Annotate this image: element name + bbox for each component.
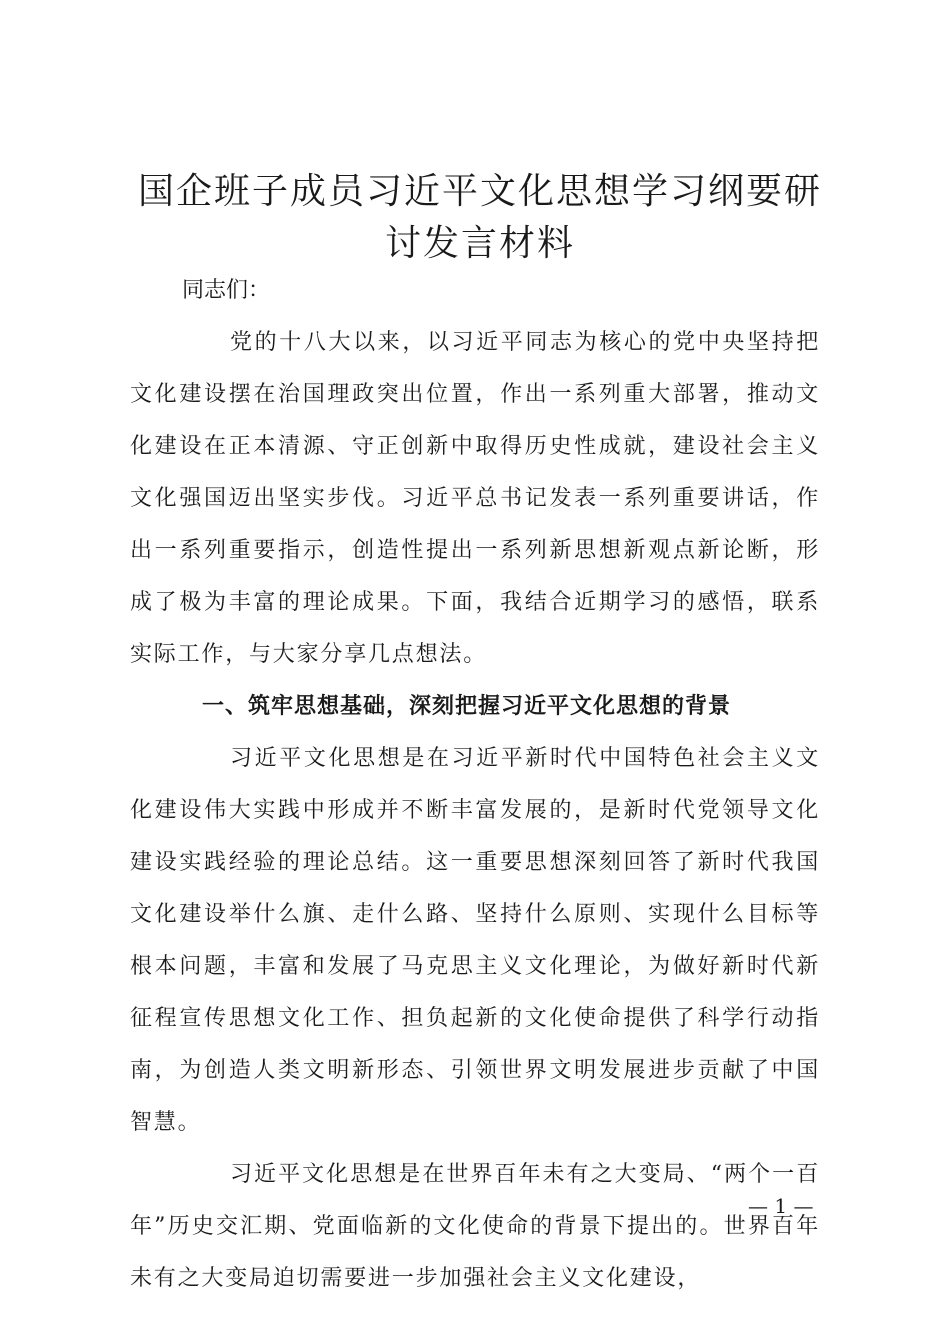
body-paragraph: 习近平文化思想是在世界百年未有之大变局、“两个一百年”历史交汇期、党面临新的文化使命的背景下提出的。世界百年未有之大变局迫切需要进一步加强社会主义文化建设， bbox=[130, 1162, 820, 1291]
section-heading: 一、筑牢思想基础，深刻把握习近平文化思想的背景 bbox=[202, 694, 732, 719]
document-body bbox=[130, 265, 820, 1305]
salutation: 同志们： bbox=[182, 278, 271, 303]
body-paragraph: 习近平文化思想是在习近平新时代中国特色社会主义文化建设伟大实践中形成并不断丰富发展的，是新时代党领导文化建设实践经验的理论总结。这一重要思想深刻回答了新时代我国文化建设举什么旗、走什么路、坚持什么原则、实现什么目标等根本问题，丰富和发展了马克思主义文化理论，为做好新时代新征程宣传思想文化工作、担负起新的文化使命提供了科学行动指南，为创造人类文明新形态、引领世界文明发展进步贡献了中国智慧。 bbox=[130, 746, 820, 1135]
document-title: 国企班子成员习近平文化思想学习纲要研讨发言材料 bbox=[137, 171, 822, 264]
page-number: — 1 — bbox=[748, 1194, 814, 1218]
intro-paragraph: 党的十八大以来，以习近平同志为核心的党中央坚持把文化建设摆在治国理政突出位置，作出一系列重大部署，推动文化建设在正本清源、守正创新中取得历史性成就，建设社会主义文化强国迈出坚实步伐。习近平总书记发表一系列重要讲话，作出一系列重要指示，创造性提出一系列新思想新观点新论断，形成了极为丰富的理论成果。下面，我结合近期学习的感悟，联系实际工作，与大家分享几点想法。 bbox=[130, 330, 820, 667]
